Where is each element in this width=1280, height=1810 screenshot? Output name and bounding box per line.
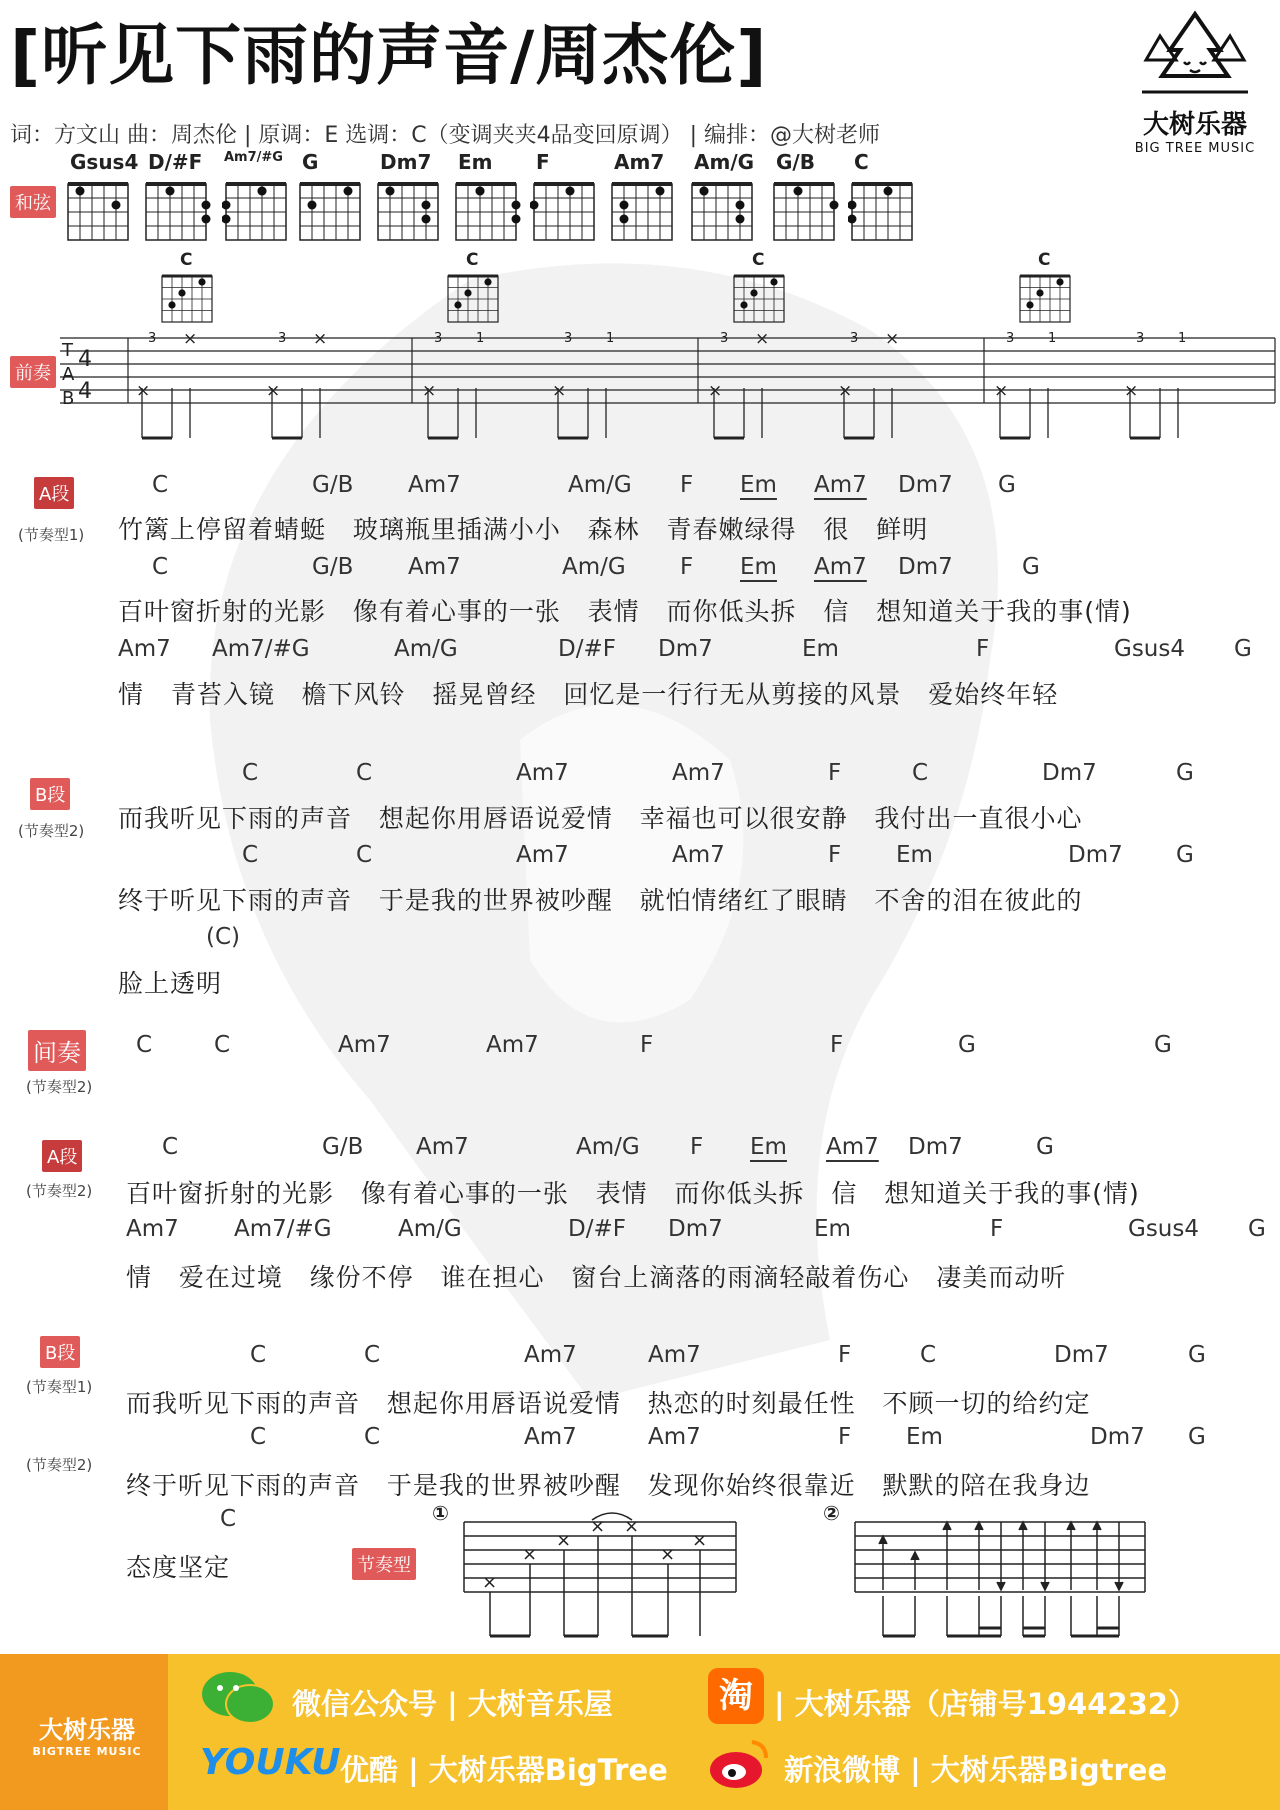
chord-diagram-2 <box>222 178 292 248</box>
chord-diagram-8 <box>688 178 758 248</box>
chord-inter-5: F <box>830 1032 844 1058</box>
chord-b2_c1-7: G <box>1188 1342 1206 1368</box>
chord-diagram-0 <box>64 178 134 248</box>
chord-a2_c1-1: G/B <box>322 1134 364 1160</box>
chord-a1_c3-5: Em <box>802 636 839 662</box>
chord-b2_c3-0: C <box>220 1506 237 1532</box>
chord-a1_c2-8: G <box>1022 554 1040 580</box>
chord-b1_c2-2: Am7 <box>516 842 569 868</box>
chord-b1_c1-6: Dm7 <box>1042 760 1097 786</box>
chord-b2_c2-5: Em <box>906 1424 943 1450</box>
chord-name-2: Am7/#G <box>224 150 283 165</box>
svg-text:×: × <box>624 1516 640 1537</box>
chord-a1_c2-6: Am7 <box>814 554 867 580</box>
chord-inter-0: C <box>136 1032 153 1058</box>
chord-a1_c1-7: Dm7 <box>898 472 953 498</box>
chord-b2_c1-4: F <box>838 1342 852 1368</box>
chord-name-6: F <box>536 150 550 174</box>
footer-brand <box>12 1710 162 1758</box>
svg-text:×: × <box>708 381 723 401</box>
svg-text:×: × <box>838 381 853 401</box>
logo-name: 大树乐器 <box>1142 110 1247 140</box>
chord-a2_c1-5: Em <box>750 1134 787 1160</box>
taobao-text[interactable]: | 大树乐器（店铺号1944232） <box>774 1687 1197 1721</box>
chord-inter-1: C <box>214 1032 231 1058</box>
chord-a1_c3-3: D/#F <box>558 636 616 662</box>
chord-diagram-10 <box>848 178 918 248</box>
chord-b1_c1-4: F <box>828 760 842 786</box>
chord-b2_c1-6: Dm7 <box>1054 1342 1109 1368</box>
svg-text:×: × <box>422 381 437 401</box>
svg-text:×: × <box>590 1516 606 1537</box>
weibo-text[interactable]: 新浪微博 | 大树乐器Bigtree <box>784 1753 1168 1787</box>
rhythm-1-label: ① <box>432 1501 449 1525</box>
chord-b2_c2-7: G <box>1188 1424 1206 1450</box>
chord-a1_c3-7: Gsus4 <box>1114 636 1185 662</box>
interlude-tag: 间奏 <box>28 1030 86 1071</box>
chord-a2_c2-4: Dm7 <box>668 1216 723 1242</box>
chord-a1_c3-1: Am7/#G <box>212 636 310 662</box>
chord-b1_c3-0: (C) <box>206 924 241 950</box>
rhythm-tag: 节奏型 <box>352 1548 416 1580</box>
rhythm-2-label: ② <box>823 1501 840 1525</box>
section-a1-rhythm: (节奏型1) <box>18 526 85 544</box>
chord-diagram-4 <box>374 178 444 248</box>
intro-chord-diagram-1 <box>444 270 504 326</box>
chord-name-4: Dm7 <box>380 150 432 174</box>
chord-a1_c1-8: G <box>998 472 1016 498</box>
chord-b1_c1-3: Am7 <box>672 760 725 786</box>
lyric-b1-line3: 脸上透明 <box>118 969 223 998</box>
lyric-b1-line2: 终于听见下雨的声音 于是我的世界被吵醒 就怕情绪红了眼睛 不舍的泪在彼此的 <box>118 886 1083 915</box>
chord-b1_c2-6: Dm7 <box>1068 842 1123 868</box>
chord-a1_c1-5: Em <box>740 472 777 498</box>
chord-a2_c1-8: G <box>1036 1134 1054 1160</box>
chord-b2_c2-6: Dm7 <box>1090 1424 1145 1450</box>
chord-diagram-9 <box>770 178 840 248</box>
chord-b1_c1-5: C <box>912 760 929 786</box>
chord-diagram-7 <box>608 178 678 248</box>
section-b1-rhythm: (节奏型2) <box>18 822 85 840</box>
chord-a2_c1-7: Dm7 <box>908 1134 963 1160</box>
chord-a1_c3-8: G <box>1234 636 1252 662</box>
chord-b2_c2-2: Am7 <box>524 1424 577 1450</box>
section-a1-tag: A段 <box>34 477 74 509</box>
chord-a2_c2-3: D/#F <box>568 1216 626 1242</box>
youku-logo: YOUKU <box>200 1742 341 1783</box>
chord-b1_c1-2: Am7 <box>516 760 569 786</box>
time-sig-bottom: 4 <box>78 379 92 404</box>
svg-text:3: 3 <box>434 332 443 346</box>
chord-a1_c1-4: F <box>680 472 694 498</box>
wechat-text[interactable]: 微信公众号 | 大树音乐屋 <box>292 1687 613 1721</box>
chord-inter-3: Am7 <box>486 1032 539 1058</box>
chord-diagram-5 <box>452 178 522 248</box>
lyric-a2-line2: 情 爱在过境 缘份不停 谁在担心 窗台上滴落的雨滴轻敲着伤心 凄美而动听 <box>126 1263 1067 1292</box>
tab-letter-a: A <box>62 364 75 385</box>
chord-inter-7: G <box>1154 1032 1172 1058</box>
svg-text:×: × <box>755 332 770 349</box>
lyric-a2-line1: 百叶窗折射的光影 像有着心事的一张 表情 而你低头拆 信 想知道关于我的事(情) <box>126 1179 1140 1208</box>
chord-a2_c1-0: C <box>162 1134 179 1160</box>
song-title: [听见下雨的声音/周杰伦] <box>10 17 768 94</box>
chord-a2_c2-0: Am7 <box>126 1216 179 1242</box>
chord-b1_c2-7: G <box>1176 842 1194 868</box>
chord-a2_c2-1: Am7/#G <box>234 1216 332 1242</box>
svg-text:×: × <box>1124 381 1139 401</box>
chord-b1_c1-1: C <box>356 760 373 786</box>
intro-tag: 前奏 <box>10 356 56 388</box>
intro-chord-name-2: C <box>752 250 765 270</box>
chord-inter-6: G <box>958 1032 976 1058</box>
chord-b2_c1-1: C <box>364 1342 381 1368</box>
chord-a2_c2-8: G <box>1248 1216 1266 1242</box>
footer-brand-name: 大树乐器 <box>39 1716 135 1744</box>
chord-a1_c2-5: Em <box>740 554 777 580</box>
chord-name-1: D/#F <box>148 150 203 174</box>
chord-a1_c1-1: G/B <box>312 472 354 498</box>
chord-a2_c1-4: F <box>690 1134 704 1160</box>
chord-b2_c2-4: F <box>838 1424 852 1450</box>
tab-letter-b: B <box>62 388 75 409</box>
chords-tag: 和弦 <box>10 186 56 218</box>
lyric-b2-line1: 而我听见下雨的声音 想起你用唇语说爱情 热恋的时刻最任性 不顾一切的给约定 <box>126 1389 1091 1418</box>
svg-text:1: 1 <box>476 332 485 346</box>
intro-tab-staff <box>60 332 1280 452</box>
chord-a1_c1-6: Am7 <box>814 472 867 498</box>
lyric-a1-line1: 竹篱上停留着蜻蜓 玻璃瓶里插满小小 森林 青春嫩绿得 很 鲜明 <box>118 515 929 544</box>
rhythm-pattern-2 <box>815 1500 1155 1650</box>
chord-name-3: G <box>302 150 319 174</box>
chord-a1_c2-1: G/B <box>312 554 354 580</box>
chord-a1_c1-0: C <box>152 472 169 498</box>
chord-b1_c1-0: C <box>242 760 259 786</box>
svg-text:3: 3 <box>850 332 859 346</box>
chord-a2_c2-2: Am/G <box>398 1216 462 1242</box>
svg-text:×: × <box>660 1544 676 1565</box>
chord-a1_c3-6: F <box>976 636 990 662</box>
logo-en: BIG TREE MUSIC <box>1134 141 1256 156</box>
chord-a1_c2-0: C <box>152 554 169 580</box>
chord-a1_c3-0: Am7 <box>118 636 171 662</box>
svg-text:×: × <box>183 332 198 349</box>
chord-diagram-3 <box>296 178 366 248</box>
rhythm-pattern-1 <box>430 1500 750 1650</box>
youku-text[interactable]: 优酷 | 大树乐器BigTree <box>340 1753 668 1787</box>
svg-text:×: × <box>482 1572 498 1593</box>
section-a2-rhythm: (节奏型2) <box>26 1182 93 1200</box>
chord-a2_c2-5: Em <box>814 1216 851 1242</box>
svg-text:×: × <box>522 1544 538 1565</box>
svg-text:1: 1 <box>606 332 615 346</box>
chord-a1_c2-4: F <box>680 554 694 580</box>
chord-b2_c2-3: Am7 <box>648 1424 701 1450</box>
chord-a2_c2-6: F <box>990 1216 1004 1242</box>
chord-a2_c1-3: Am/G <box>576 1134 640 1160</box>
chord-a1_c2-7: Dm7 <box>898 554 953 580</box>
taobao-icon: 淘 <box>708 1668 764 1724</box>
svg-text:×: × <box>885 332 900 349</box>
svg-text:3: 3 <box>1136 332 1145 346</box>
chord-a1_c2-2: Am7 <box>408 554 461 580</box>
chord-b1_c2-1: C <box>356 842 373 868</box>
brand-logo <box>1120 10 1270 156</box>
chord-inter-2: Am7 <box>338 1032 391 1058</box>
chord-a2_c2-7: Gsus4 <box>1128 1216 1199 1242</box>
chord-b1_c2-3: Am7 <box>672 842 725 868</box>
svg-text:×: × <box>313 332 328 349</box>
chord-a2_c1-6: Am7 <box>826 1134 879 1160</box>
chord-b2_c1-0: C <box>250 1342 267 1368</box>
tree-logo-icon <box>1140 10 1250 98</box>
chord-b1_c2-4: F <box>828 842 842 868</box>
chord-a2_c1-2: Am7 <box>416 1134 469 1160</box>
chord-diagram-6 <box>530 178 600 248</box>
footer-brand-en: BIGTREE MUSIC <box>32 1745 142 1758</box>
chord-b2_c2-1: C <box>364 1424 381 1450</box>
chord-a1_c3-2: Am/G <box>394 636 458 662</box>
chord-name-8: Am/G <box>694 150 755 174</box>
time-sig-top: 4 <box>78 347 92 372</box>
credits-line: 词：方文山 曲：周杰伦 | 原调：E 选调：C（变调夹夹4品变回原调） | 编排：@大树老师 <box>10 123 881 148</box>
lyric-b1-line1: 而我听见下雨的声音 想起你用唇语说爱情 幸福也可以很安静 我付出一直很小心 <box>118 804 1083 833</box>
svg-text:3: 3 <box>720 332 729 346</box>
weibo-icon <box>708 1736 770 1792</box>
lyric-b2-line2: 终于听见下雨的声音 于是我的世界被吵醒 发现你始终很靠近 默默的陪在我身边 <box>126 1471 1091 1500</box>
section-a2-tag: A段 <box>42 1140 82 1172</box>
svg-text:1: 1 <box>1048 332 1057 346</box>
section-b2-tag: B段 <box>40 1336 80 1368</box>
chord-name-10: C <box>854 150 869 174</box>
lyric-a1-line2: 百叶窗折射的光影 像有着心事的一张 表情 而你低头拆 信 想知道关于我的事(情) <box>118 597 1132 626</box>
intro-chord-diagram-3 <box>1016 270 1076 326</box>
wechat-icon <box>200 1668 278 1728</box>
chord-a1_c3-4: Dm7 <box>658 636 713 662</box>
svg-text:×: × <box>994 381 1009 401</box>
svg-text:×: × <box>556 1530 572 1551</box>
section-b2-rhythm-2: (节奏型2) <box>26 1456 93 1474</box>
chord-b2_c1-5: C <box>920 1342 937 1368</box>
svg-text:3: 3 <box>1006 332 1015 346</box>
chord-b1_c2-0: C <box>242 842 259 868</box>
chord-inter-4: F <box>640 1032 654 1058</box>
chord-b2_c2-0: C <box>250 1424 267 1450</box>
section-b2-rhythm-1: (节奏型1) <box>26 1378 93 1396</box>
section-b1-tag: B段 <box>30 778 70 810</box>
chord-b2_c1-2: Am7 <box>524 1342 577 1368</box>
svg-text:3: 3 <box>278 332 287 346</box>
svg-text:×: × <box>136 381 151 401</box>
intro-chord-name-3: C <box>1038 250 1051 270</box>
chord-b2_c1-3: Am7 <box>648 1342 701 1368</box>
chord-name-7: Am7 <box>614 150 665 174</box>
chord-diagram-1 <box>142 178 212 248</box>
svg-text:1: 1 <box>1178 332 1187 346</box>
svg-text:×: × <box>692 1530 708 1551</box>
chord-name-5: Em <box>458 150 493 174</box>
interlude-rhythm: (节奏型2) <box>26 1078 93 1096</box>
intro-chord-diagram-2 <box>730 270 790 326</box>
svg-text:×: × <box>552 381 567 401</box>
chord-b1_c2-5: Em <box>896 842 933 868</box>
intro-chord-name-1: C <box>466 250 479 270</box>
chord-name-9: G/B <box>776 150 815 174</box>
intro-chord-name-0: C <box>180 250 193 270</box>
svg-text:×: × <box>266 381 281 401</box>
chord-a1_c1-2: Am7 <box>408 472 461 498</box>
tab-letter-t: T <box>62 340 73 361</box>
lyric-b2-line3: 态度坚定 <box>126 1553 231 1582</box>
chord-a1_c2-3: Am/G <box>562 554 626 580</box>
chord-name-0: Gsus4 <box>70 150 139 174</box>
svg-text:3: 3 <box>148 332 157 346</box>
chord-b1_c1-7: G <box>1176 760 1194 786</box>
chord-a1_c1-3: Am/G <box>568 472 632 498</box>
lyric-a1-line3: 情 青苔入镜 檐下风铃 摇晃曾经 回忆是一行行无从剪接的风景 爱始终年轻 <box>118 680 1059 709</box>
svg-text:3: 3 <box>564 332 573 346</box>
intro-chord-diagram-0 <box>158 270 218 326</box>
